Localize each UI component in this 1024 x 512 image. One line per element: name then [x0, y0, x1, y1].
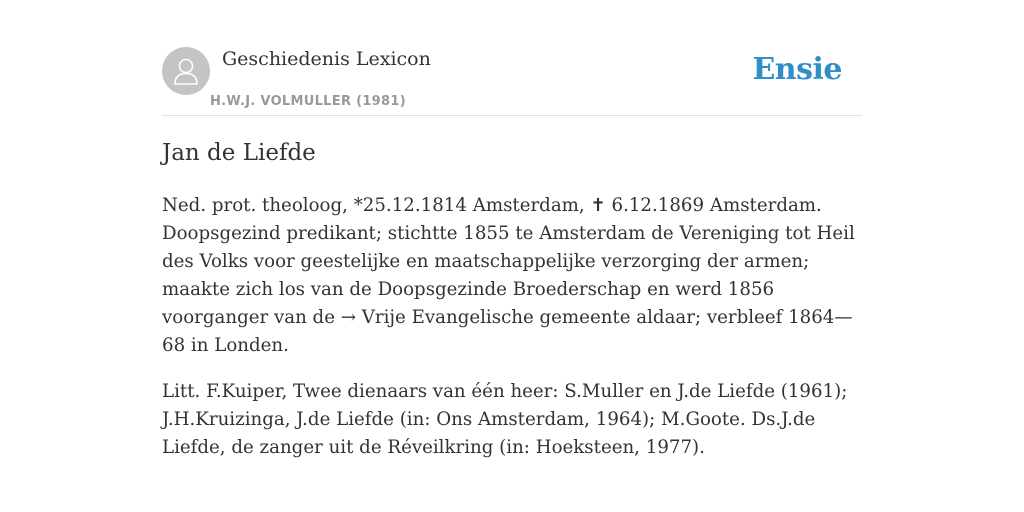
- article-body: [162, 192, 862, 480]
- avatar[interactable]: [162, 47, 210, 95]
- article-paragraph-literature: Litt. F.Kuiper, Twee dienaars van één heer: S.Muller en J.de Liefde (1961); J.H.Kruizinga, J.de Liefde (in: Ons Amsterdam, 1964); M.Goote. Ds.J.de Liefde, de zanger uit de Réveilkring (in: Hoeksteen, 1977).: [162, 381, 848, 458]
- ensie-logo[interactable]: Ensie: [752, 52, 842, 87]
- article-title: Jan de Liefde: [162, 140, 316, 166]
- author-credit[interactable]: H.W.J. VOLMULLER (1981): [210, 94, 406, 109]
- user-icon: [173, 57, 199, 85]
- lexicon-name-link[interactable]: Geschiedenis Lexicon: [222, 48, 431, 70]
- page-header: [162, 46, 862, 116]
- article-paragraph-description: Ned. prot. theoloog, *25.12.1814 Amsterdam, ✝ 6.12.1869 Amsterdam. Doopsgezind predikant; stichtte 1855 te Amsterdam de Vereniging tot Heil des Volks voor geestelijke en maatschappelijke verzorging der armen; maakte zich los van de Doopsgezinde Broederschap en werd 1856 voorganger van de → Vrije Evangelische gemeente aldaar; verbleef 1864—68 in Londen.: [162, 195, 855, 356]
